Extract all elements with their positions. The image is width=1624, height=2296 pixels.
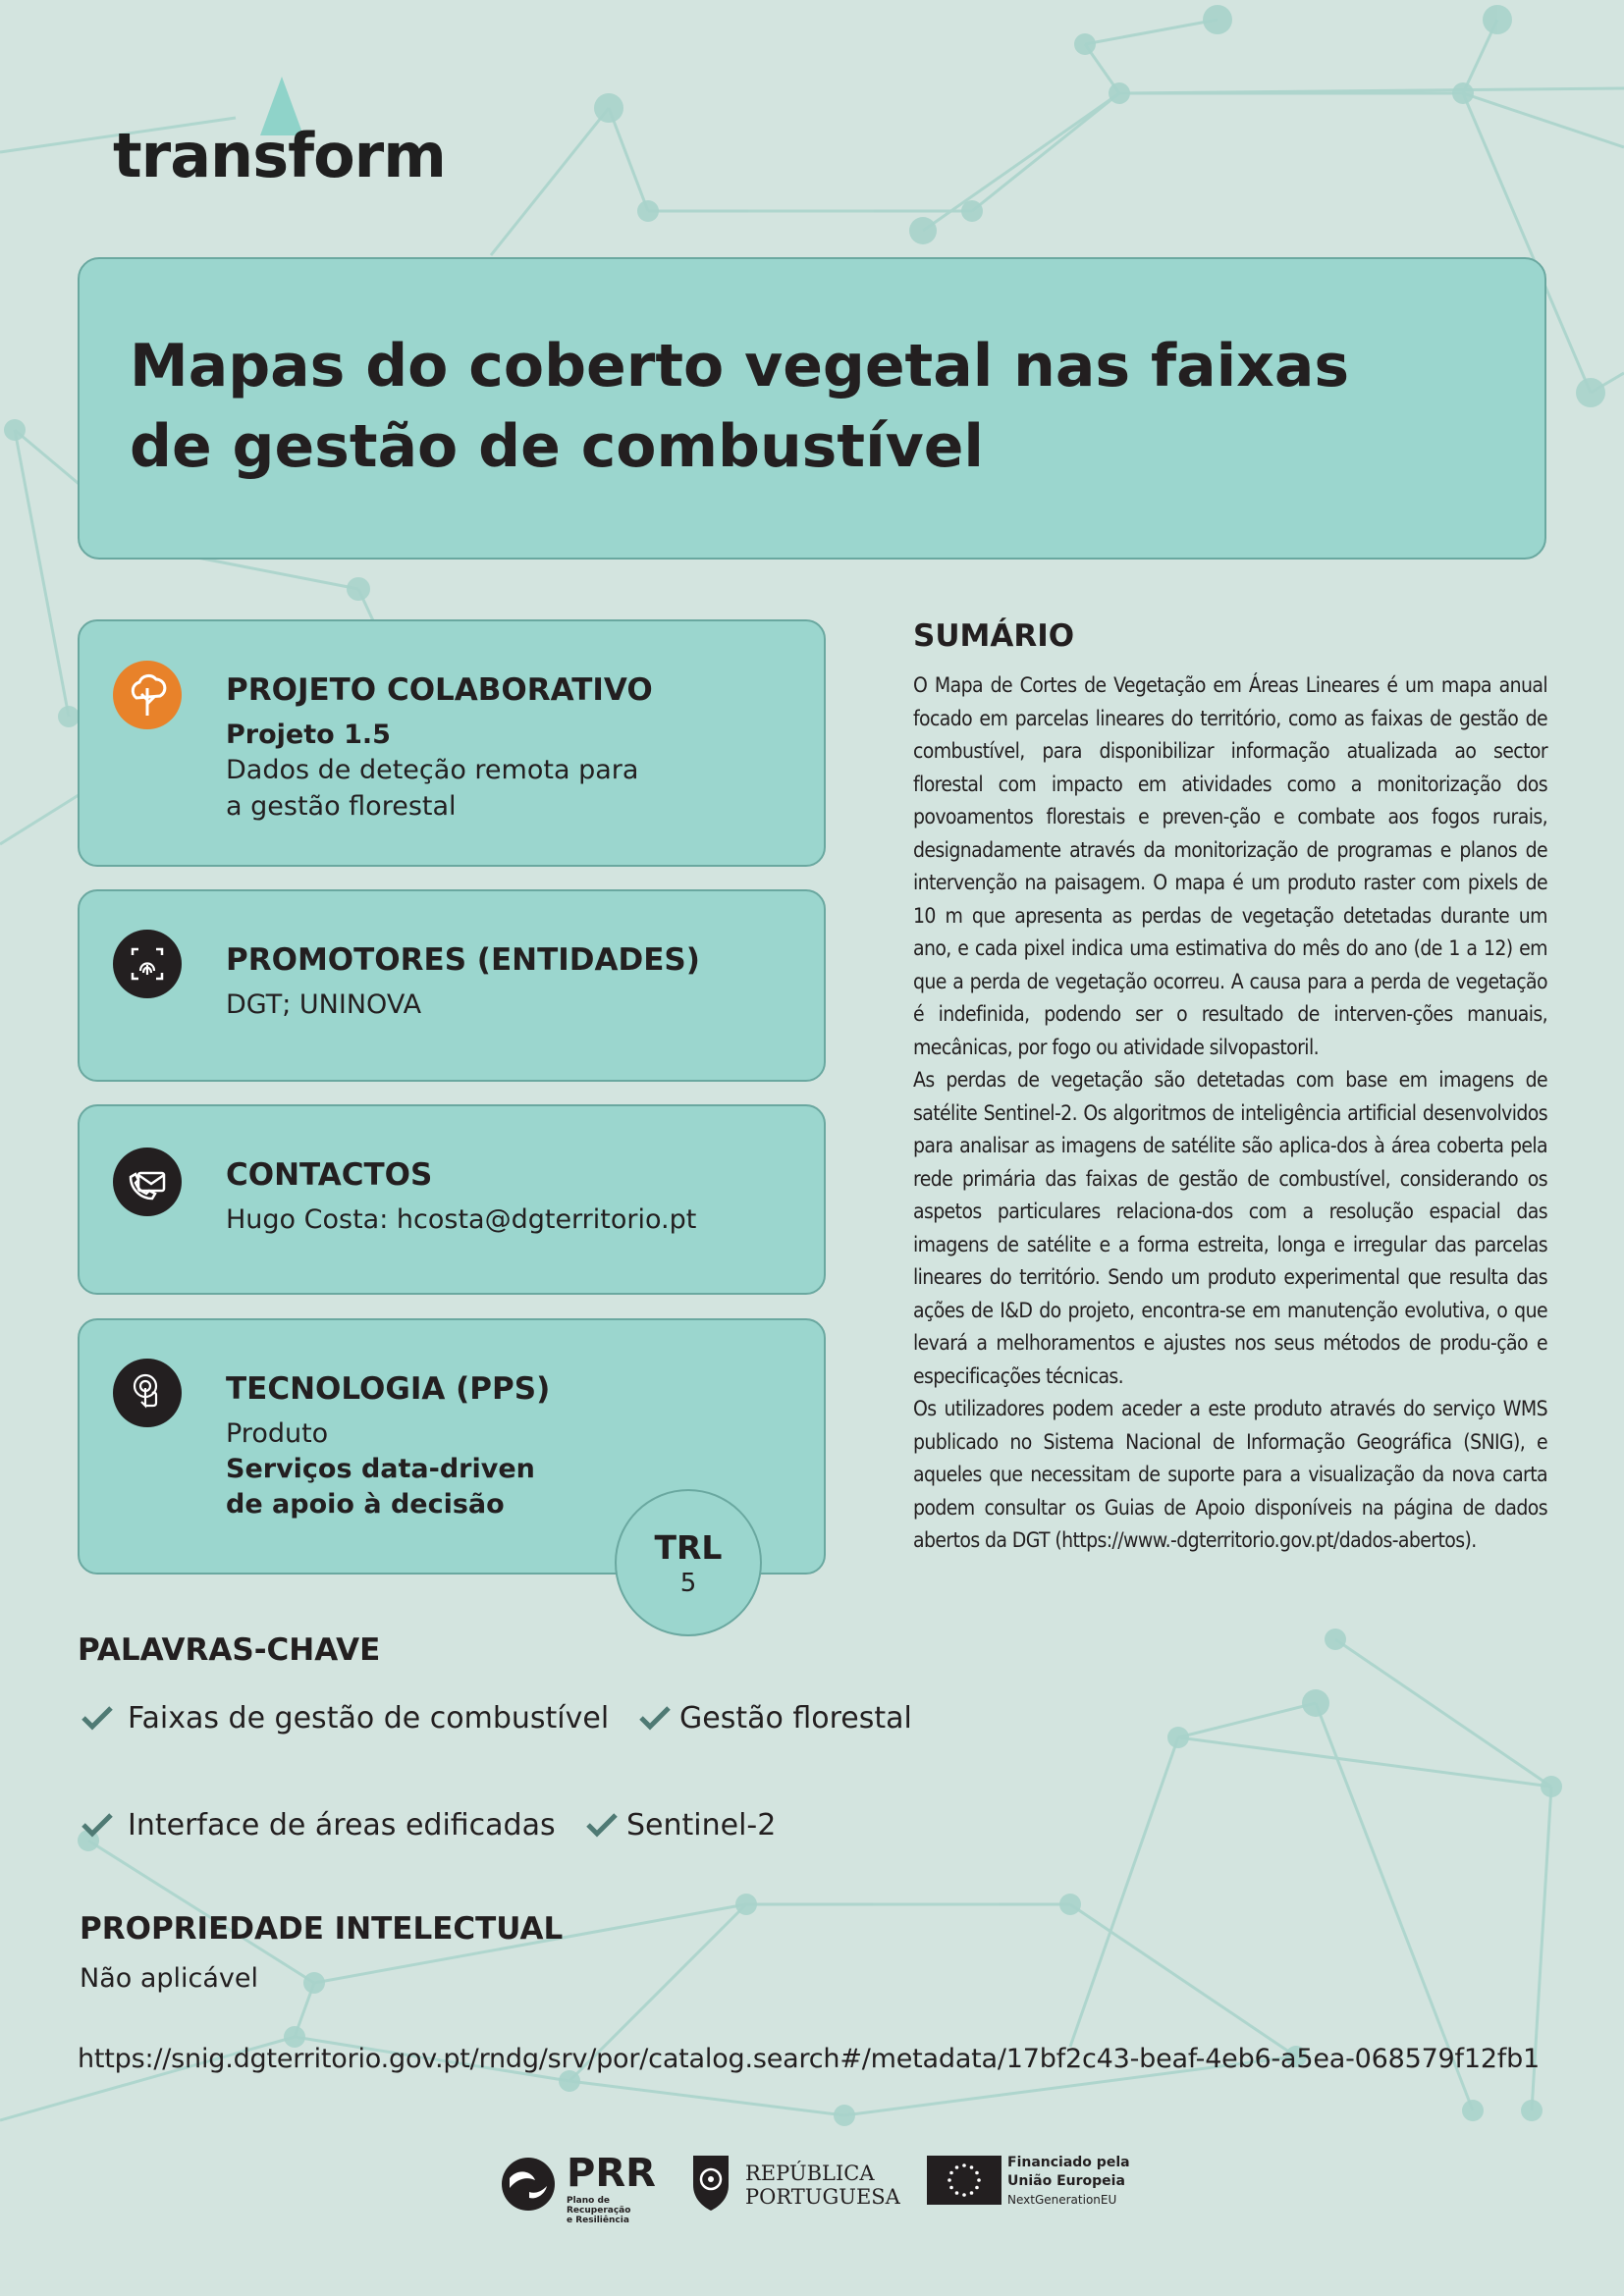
republica-text	[745, 2162, 900, 2209]
card-promotores	[78, 889, 826, 1082]
prr-emblem-icon	[500, 2153, 557, 2214]
eu-star	[975, 2171, 979, 2175]
title-card	[78, 257, 1546, 560]
eu-star	[955, 2165, 959, 2169]
eu-star	[949, 2171, 953, 2175]
eu-star	[947, 2178, 951, 2182]
card-promotores-line-1: DGT; UNINOVA	[226, 989, 422, 1020]
check-icon	[638, 1705, 672, 1731]
eu-flag-icon	[927, 2156, 1001, 2205]
keyword-label: Interface de áreas edificadas	[128, 1808, 556, 1842]
page-title-line-2: de gestão de combustível	[130, 412, 984, 481]
page-title-line-1: Mapas do coberto vegetal nas faixas	[130, 332, 1350, 400]
card-projeto-colaborativo	[78, 619, 826, 867]
tree-icon	[113, 661, 182, 729]
eu-star	[962, 2163, 966, 2167]
keyword-item	[585, 1808, 776, 1842]
trl-label: TRL	[654, 1528, 723, 1567]
keyword-label: Sentinel-2	[626, 1808, 777, 1842]
republica-line-1: REPÚBLICA	[745, 2162, 875, 2185]
eu-star	[970, 2165, 974, 2169]
check-icon	[585, 1812, 619, 1838]
card-contactos	[78, 1104, 826, 1295]
eu-star	[970, 2191, 974, 2195]
trl-value: 5	[679, 1569, 697, 1598]
card-promotores-heading: PROMOTORES (ENTIDADES)	[226, 942, 700, 978]
summary-heading: SUMÁRIO	[913, 618, 1075, 654]
prr-logo	[500, 2151, 677, 2225]
card-projeto-line-2: a gestão florestal	[226, 791, 457, 822]
eu-star	[962, 2193, 966, 2197]
eu-star	[955, 2191, 959, 2195]
eu-star	[977, 2178, 981, 2182]
keywords-heading: PALAVRAS-CHAVE	[78, 1632, 381, 1668]
summary-body	[913, 669, 1547, 1558]
eu-line-2: União Europeia	[1007, 2173, 1125, 2189]
prr-name: PRR	[567, 2151, 656, 2196]
keyword-item	[81, 1701, 609, 1735]
logo-wordmark: transform	[113, 120, 446, 191]
fingerprint-scan-icon	[113, 930, 182, 998]
card-tecnologia-heading: TECNOLOGIA (PPS)	[226, 1371, 551, 1407]
keyword-label: Faixas de gestão de combustível	[128, 1701, 610, 1735]
phone-mail-icon	[113, 1148, 182, 1216]
eu-line-1: Financiado pela	[1007, 2155, 1130, 2170]
check-icon	[81, 1812, 114, 1838]
page-title	[130, 326, 1406, 487]
summary-paragraph-2: As perdas de vegetação são detetadas com base em imagens de satélite Sentinel-2. Os algoritmos de inteligência artificial desenvolvidos para analisar as imagens de satélite são aplica-dos à área coberta pela rede primária das faixas de gestão de combustível, considerando os aspetos particulares relaciona-dos com a resolução espacial das imagens de satélite e a forma estreita, longa e irregular das parcelas lineares do território. Sendo um produto experimental que resulta das ações de I&D do projeto, encontra-se em manutenção evolutiva, o que levará a melhoramentos e ajustes nos seus métodos de produ-ção e especificações técnicas.	[913, 1068, 1547, 1388]
prr-tagline-1: Plano de Recuperação	[567, 2196, 631, 2216]
transform-logo	[113, 69, 446, 191]
eu-funding-logo	[927, 2154, 1143, 2215]
eu-star	[975, 2186, 979, 2190]
republica-line-2: PORTUGUESA	[745, 2185, 900, 2209]
keyword-item	[81, 1808, 556, 1842]
card-tecnologia-line-1: Produto	[226, 1418, 329, 1449]
check-icon	[81, 1705, 114, 1731]
card-projeto-heading: PROJETO COLABORATIVO	[226, 672, 653, 708]
prr-tagline	[567, 2196, 677, 2225]
prr-tagline-2: e Resiliência	[567, 2216, 629, 2225]
ip-value: Não aplicável	[80, 1963, 259, 1994]
eu-text	[1007, 2154, 1130, 2210]
card-contactos-line-1: Hugo Costa: hcosta@dgterritorio.pt	[226, 1204, 697, 1235]
republica-portuguesa-logo	[689, 2150, 900, 2215]
card-projeto-subtitle: Projeto 1.5	[226, 720, 391, 750]
card-tecnologia-line-2: Serviços data-driven	[226, 1454, 535, 1484]
republica-emblem-icon	[689, 2152, 732, 2213]
touch-tech-icon	[113, 1359, 182, 1427]
metadata-link[interactable]: https://snig.dgterritorio.gov.pt/rndg/srv/por/catalog.search#/metadata/17bf2c43-beaf-4eb6-a5ea-068579f12fb1	[78, 2044, 1541, 2074]
trl-badge	[615, 1489, 762, 1636]
card-contactos-heading: CONTACTOS	[226, 1157, 433, 1193]
card-projeto-line-1: Dados de deteção remota para	[226, 755, 639, 785]
keyword-item	[638, 1701, 912, 1735]
eu-star	[949, 2186, 953, 2190]
ip-heading: PROPRIEDADE INTELECTUAL	[80, 1911, 564, 1947]
summary-paragraph-3: Os utilizadores podem aceder a este produto através do serviço WMS publicado no Sistema Nacional de Informação Geográfica (SNIG), e aqueles que necessitam de suporte para a visualização da nova carta podem consultar os Guias de Apoio disponíveis na página de dados abertos da DGT (https://www.-dgterritorio.gov.pt/dados-abertos).	[913, 1397, 1547, 1552]
keyword-label: Gestão florestal	[679, 1701, 912, 1735]
card-tecnologia-line-3: de apoio à decisão	[226, 1489, 505, 1520]
eu-line-3: NextGenerationEU	[1007, 2193, 1117, 2207]
summary-paragraph-1: O Mapa de Cortes de Vegetação em Áreas Lineares é um mapa anual focado em parcelas lineares do território, como as faixas de gestão de combustível, para disponibilizar informação atualizada ao sector florestal com impacto em atividades como a monitorização dos povoamentos florestais e preven-ção e combate aos fogos rurais, designadamente através da monitorização de programas e planos de intervenção na paisagem. O mapa é um produto raster com pixels de 10 m que apresenta as perdas de vegetação detetadas durante um ano, e cada pixel indica uma estimativa do mês do ano (de 1 a 12) em que a perda de vegetação ocorreu. A causa para a perda de vegetação é indefinida, podendo ser o resultado de interven-ções manuais, mecânicas, por fogo ou atividade silvopastoril.	[913, 673, 1547, 1059]
